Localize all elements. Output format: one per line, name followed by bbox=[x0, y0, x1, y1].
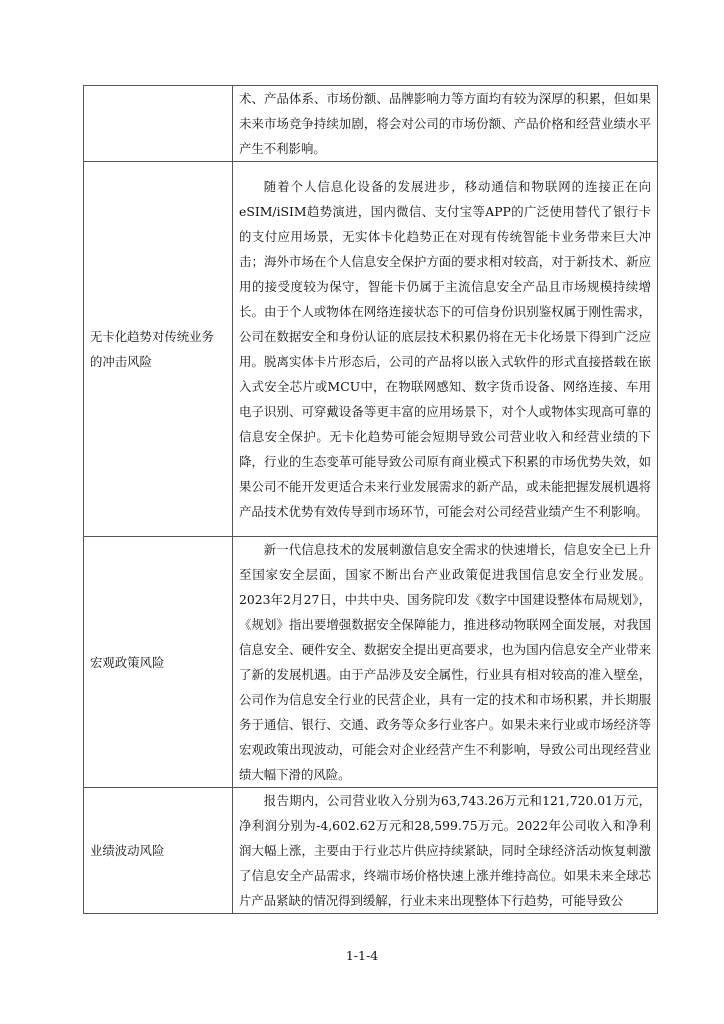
risk-description: 术、产品体系、市场份额、品牌影响力等方面均有较为深厚的积累，但如果未来市场竞争持续加剧，将会对公司的市场份额、产品价格和经营业绩水平产生不利影响。 bbox=[239, 91, 651, 156]
risk-description-cell bbox=[233, 537, 658, 788]
risk-description: 随着个人信息化设备的发展进步，移动通信和物联网的连接正在向eSIM/iSIM趋势演进，国内微信、支付宝等APP的广泛使用替代了银行卡的支付应用场景，无实体卡化趋势正在对现有传统智能卡业务带来巨大冲击；海外市场在个人信息安全保护方面的要求相对较高，对于新技术、新应用的接受度较为保守，智能卡仍属于主流信息安全产品且市场规模持续增长。由于个人或物体在网络连接状态下的可信身份识别鉴权属于刚性需求，公司在数据安全和身份认证的底层技术积累仍将在无卡化场景下得到广泛应用。脱离实体卡片形态后，公司的产品将以嵌入式软件的形式直接搭载在嵌入式安全芯片或MCU中，在物联网感知、数字货币设备、网络连接、车用电子识别、可穿戴设备等更丰富的应用场景下，对个人或物体实现高可靠的信息安全保护。无卡化趋势可能会短期导致公司营业收入和经营业绩的下降，行业的生态变革可能导致公司原有商业模式下积累的市场优势失效，如果公司不能开发更适合未来行业发展需求的新产品，或未能把握发展机遇将产品技术优势有效传导到市场环节，可能会对公司经营业绩产生不利影响。 bbox=[239, 179, 651, 519]
risk-description-cell bbox=[233, 788, 658, 914]
risk-factor-table bbox=[83, 85, 658, 914]
table-row bbox=[84, 788, 658, 914]
table-row bbox=[84, 162, 658, 537]
risk-label: 无卡化趋势对传统业务的冲击风险 bbox=[84, 162, 233, 537]
table-row bbox=[84, 86, 658, 162]
risk-description: 报告期内，公司营业收入分别为63,743.26万元和121,720.01万元，净利润分别为-4,602.62万元和28,599.75万元。2022年公司收入和净利润大幅上涨，主要由于行业芯片供应持续紧缺，同时全球经济活动恢复刺激了信息安全产品需求，终端市场价格快速上涨并维持高位。如果未来全球芯片产品紧缺的情况得到缓解，行业未来出现整体下行趋势，可能导致公 bbox=[239, 793, 651, 908]
risk-label: 业绩波动风险 bbox=[84, 788, 233, 914]
table-row bbox=[84, 537, 658, 788]
risk-description-cell bbox=[233, 162, 658, 537]
risk-description: 新一代信息技术的发展刺激信息安全需求的快速增长，信息安全已上升至国家安全层面，国家不断出台产业政策促进我国信息安全行业发展。2023年2月27日，中共中央、国务院印发《数字中国建设整体布局规划》，《规划》指出要增强数据安全保障能力，推进移动物联网全面发展，对我国信息安全、硬件安全、数据安全提出更高要求，也为国内信息安全产业带来了新的发展机遇。由于产品涉及安全属性，行业具有相对较高的准入壁垒，公司作为信息安全行业的民营企业，具有一定的技术和市场积累，并长期服务于通信、银行、交通、政务等众多行业客户。如果未来行业或市场经济等宏观政策出现波动，可能会对企业经营产生不利影响，导致公司出现经营业绩大幅下滑的风险。 bbox=[239, 542, 651, 782]
page-number: 1-1-4 bbox=[345, 948, 379, 963]
risk-description-cell bbox=[233, 86, 658, 162]
risk-label: 宏观政策风险 bbox=[84, 537, 233, 788]
risk-label bbox=[84, 86, 233, 162]
